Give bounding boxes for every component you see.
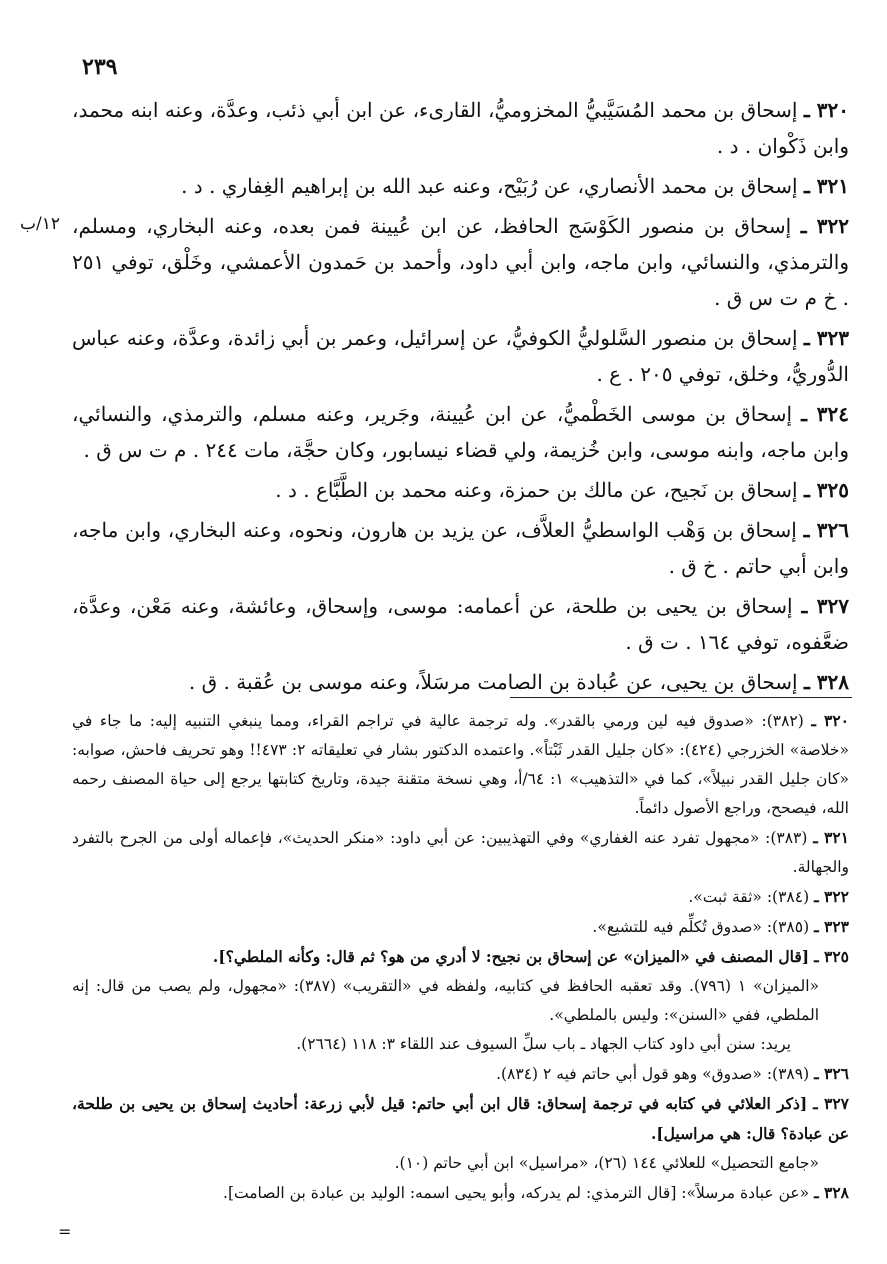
footnote-divider <box>510 697 852 698</box>
page-number: ٢٣٩ <box>82 54 118 80</box>
continuation-mark: = <box>58 1222 72 1241</box>
entry-328 <box>72 664 849 700</box>
footnote-text: [ذكر العلائي في كتابه في ترجمة إسحاق: قال ابن أبي حاتم: قيل لأبي زرعة: أحاديث إسحاق بن يحيى بن طلحة، عن عبادة؟ قال: هي مراسيل]. <box>72 1094 849 1143</box>
footnote-text: (٣٨٥): «صدوق تُكلِّم فيه للتشيع». <box>592 918 810 936</box>
entry-codes: د . <box>275 478 297 502</box>
entry-codes: خ ق . <box>668 554 717 578</box>
footnote-325-reference <box>72 1030 849 1059</box>
entry-323 <box>72 320 849 392</box>
footnote-text: (٣٨٢): «صدوق فيه لين ورمي بالقدر». وله ترجمة عالية في تراجم القراء، ومما ينبغي التنبيه إليه: ما جاء في «خلاصة» الخزرجي (٤٢٤): «كان جليل القدر ثَبْتاً». واعتمده الدكتور بشار في تعليقاته ٢: ٤٧٣!! وهو تحريف فاحش، صوابه: «كان جليل القدر نبيلاً»، كما في «التذهيب» ١: ٦٤/أ، وهي نسخة متقنة جيدة، وتاريخ كتابتها يرجع إلى حياة المصنف رحمه الله، فيصحح، وراجع الأصول دائماً. <box>72 712 849 817</box>
entry-codes: م ت س ق . <box>83 438 187 462</box>
footnote-323 <box>72 912 849 942</box>
entry-322 <box>72 208 849 316</box>
entry-text: إسحاق بن نَجيح، عن مالك بن حمزة، وعنه محمد بن الطَّبَّاع . <box>303 478 798 502</box>
footnote-number: ٣٢٧ ـ <box>813 1094 850 1113</box>
footnote-number: ٣٢٨ ـ <box>814 1183 849 1202</box>
entry-text: إسحاق بن منصور الكَوْسَج الحافظ، عن ابن عُيينة فمن بعده، وعنه البخاري، ومسلم، والترمذي، والنسائي، وابن ماجه، وابن أبي داود، وأحمد بن حَمدون الأعمشي، وخَلْق، توفي ٢٥١ . <box>72 214 849 310</box>
entry-321 <box>72 168 849 204</box>
entry-number: ٣٢٧ ـ <box>801 594 849 618</box>
entry-text: إسحاق بن موسى الخَطْميُّ، عن ابن عُيينة، وجَرير، وعنه مسلم، والترمذي، والنسائي، وابن ماجه، وابنه موسى، وابن خُزيمة، ولي قضاء نيسابور، وكان حجَّة، مات ٢٤٤ . <box>72 402 849 462</box>
entry-327 <box>72 588 849 660</box>
entry-number: ٣٢٦ ـ <box>803 518 849 542</box>
entry-number: ٣٢٣ ـ <box>803 326 849 350</box>
entry-325 <box>72 472 849 508</box>
footnote-321 <box>72 823 849 882</box>
footnote-328 <box>72 1178 849 1208</box>
footnote-number: ٣٢٢ ـ <box>814 887 849 906</box>
entry-number: ٣٢٨ ـ <box>803 670 849 694</box>
footnote-text: (٣٨٣): «مجهول تفرد عنه الغفاري» وفي التهذيبين: عن أبي داود: «منكر الحديث»، فإعماله أولى من الجرح بالتفرد والجهالة. <box>72 829 849 876</box>
footnote-text: [قال المصنف في «الميزان» عن إسحاق بن نجيح: لا أدري من هو؟ ثم قال: وكأنه الملطي؟]. <box>212 947 810 966</box>
entry-326 <box>72 512 849 584</box>
entry-text: إسحاق بن محمد المُسَيَّبيُّ المخزوميُّ، القارىء، عن ابن أبي ذئب، وعدَّة، وعنه ابنه محمد، وابن ذَكْوان . <box>72 98 849 158</box>
entry-320 <box>72 92 849 164</box>
footnote-322 <box>72 882 849 912</box>
footnote-text: (٣٨٤): «ثقة ثبت». <box>688 888 810 906</box>
footnote-number: ٣٢٦ ـ <box>814 1064 849 1083</box>
footnote-325-detail <box>72 972 849 1030</box>
footnote-number: ٣٢٥ ـ <box>814 947 849 966</box>
footnote-text: يريد: سنن أبي داود كتاب الجهاد ـ باب سلِّ السيوف عند اللقاء ٣: ١١٨ (٢٦٦٤). <box>296 1035 791 1053</box>
entry-text: إسحاق بن وَهْب الواسطيُّ العلاَّف، عن يزيد بن هارون، ونحوه، وعنه البخاري، وابن ماجه، وابن أبي حاتم . <box>72 518 849 578</box>
footnote-text: (٣٨٩): «صدوق» وهو قول أبي حاتم فيه ٢ (٨٣٤). <box>496 1065 810 1083</box>
entry-text: إسحاق بن منصور السَّلوليُّ الكوفيُّ، عن إسرائيل، وعمر بن أبي زائدة، وعدَّة، وعنه عباس الدُّوريُّ، وخلق، توفي ٢٠٥ . <box>72 326 849 386</box>
footnote-320 <box>72 706 849 823</box>
entry-number: ٣٢٢ ـ <box>800 214 850 238</box>
footnote-text: «الميزان» ١ (٧٩٦). وقد تعقبه الحافظ في كتابيه، ولفظه في «التقريب» (٣٨٧): «مجهول، ولم يصب من قال: إنه الملطي، ففي «السنن»: وليس بالملطي». <box>72 977 820 1024</box>
entry-324 <box>72 396 849 468</box>
entry-codes: خ م ت س ق . <box>714 286 837 310</box>
footnote-327-reference <box>72 1149 849 1178</box>
footnote-text: «عن عبادة مرسلاً»: [قال الترمذي: لم يدركه، وأبو يحيى اسمه: الوليد بن عبادة بن الصامت]. <box>223 1184 810 1202</box>
footnote-number: ٣٢١ ـ <box>813 828 849 847</box>
footnote-326 <box>72 1059 849 1089</box>
entry-number: ٣٢٠ ـ <box>803 98 850 122</box>
footnote-text: «جامع التحصيل» للعلائي ١٤٤ (٢٦)، «مراسيل» ابن أبي حاتم (١٠). <box>394 1154 819 1172</box>
entry-codes: د . <box>716 134 739 158</box>
entry-number: ٣٢١ ـ <box>803 174 849 198</box>
entry-codes: د . <box>181 174 203 198</box>
entry-text: إسحاق بن محمد الأنصاري، عن رُبَيْح، وعنه عبد الله بن إبراهيم الغِفاري . <box>209 174 798 198</box>
main-text <box>72 92 849 704</box>
footnote-327 <box>72 1089 849 1149</box>
footnote-325 <box>72 942 849 972</box>
entry-codes: ت ق . <box>625 630 679 654</box>
footnote-number: ٣٢٠ ـ <box>811 711 849 730</box>
margin-folio-note: ١٢/ب <box>20 214 60 234</box>
entry-number: ٣٢٥ ـ <box>803 478 849 502</box>
entry-text: إسحاق بن يحيى بن طلحة، عن أعمامه: موسى، وإسحاق، وعائشة، وعنه مَعْن، وعدَّة، ضعَّفوه، توفي ١٦٤ . <box>72 594 849 654</box>
footnotes <box>72 706 849 1208</box>
entry-text: إسحاق بن يحيى، عن عُبادة بن الصامت مرسَلاً، وعنه موسى بن عُقبة . <box>223 670 798 694</box>
entry-codes: ق . <box>188 670 218 694</box>
entry-codes: ع . <box>596 362 622 386</box>
footnote-number: ٣٢٣ ـ <box>814 917 849 936</box>
entry-number: ٣٢٤ ـ <box>801 402 850 426</box>
